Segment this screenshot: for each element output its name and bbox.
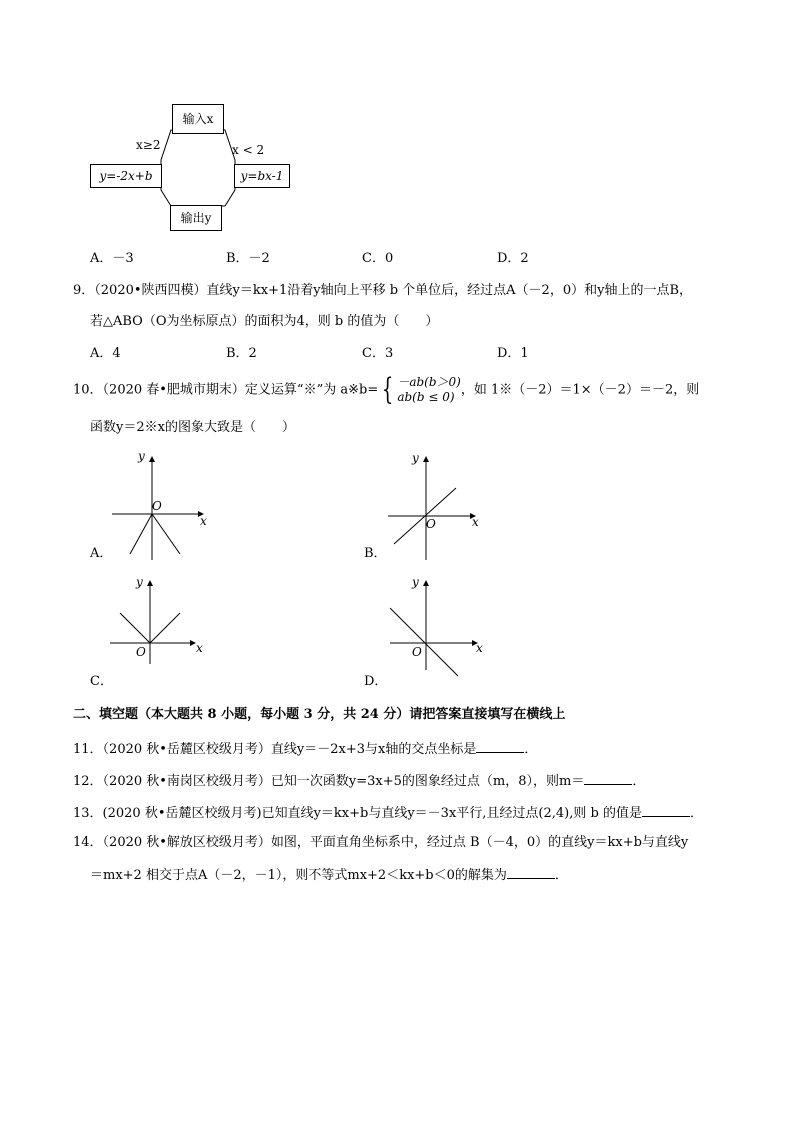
q9-option-d: D．1 bbox=[497, 346, 529, 361]
q14-answer-blank[interactable] bbox=[507, 865, 555, 879]
q8-option-c: C．0 bbox=[362, 251, 394, 266]
q10-case1: －ab(b＞0) bbox=[397, 375, 461, 389]
q12-answer-blank[interactable] bbox=[584, 771, 632, 785]
graph-d-y-label: y bbox=[412, 575, 419, 589]
graph-a-x-label: x bbox=[200, 514, 207, 528]
brace-icon: { bbox=[382, 372, 394, 407]
q10-option-b: B． bbox=[364, 546, 387, 561]
graph-d bbox=[376, 572, 496, 682]
flowchart-input-text: 输入x bbox=[182, 112, 214, 126]
graph-b bbox=[376, 448, 496, 568]
graph-c bbox=[100, 572, 220, 672]
flowchart-left-formula: y=-2x+b bbox=[99, 169, 153, 183]
graph-a bbox=[100, 448, 220, 568]
q12-end: ． bbox=[632, 774, 646, 789]
graph-d-origin: O bbox=[412, 645, 422, 659]
q11-end: ． bbox=[524, 742, 538, 757]
q13-text: 13．(2020 秋•岳麓区校级月考)已知直线y＝kx+b与直线y＝－3x平行,且经过点(2,4),则 b 的值是 bbox=[73, 806, 642, 821]
q12 bbox=[73, 771, 645, 790]
q8-option-d: D．2 bbox=[497, 251, 529, 266]
q9-option-b: B．2 bbox=[226, 346, 257, 361]
q14-text: ＝mx+2 相交于点A（－2，－1），则不等式mx+2＜kx+b＜0的解集为 bbox=[90, 868, 507, 883]
flowchart-input-box bbox=[172, 104, 224, 134]
graph-c-origin: O bbox=[136, 645, 146, 659]
q10-option-c: C． bbox=[90, 674, 113, 689]
flowchart-output-box bbox=[170, 205, 222, 231]
q13-answer-blank[interactable] bbox=[642, 803, 690, 817]
graph-b-y-label: y bbox=[412, 451, 419, 465]
flowchart-cond-right: x < 2 bbox=[232, 143, 265, 157]
graph-b-x-label: x bbox=[472, 515, 479, 529]
q14-line2 bbox=[90, 865, 568, 884]
q11-answer-blank[interactable] bbox=[476, 739, 524, 753]
q8-option-a: A．－3 bbox=[90, 251, 134, 266]
q10-cases bbox=[397, 375, 461, 405]
flowchart-output-text: 输出y bbox=[180, 211, 212, 225]
graph-a-origin: O bbox=[152, 499, 162, 513]
flowchart-left-box bbox=[90, 164, 162, 188]
q10-prefix: 10．（2020 春•肥城市期末）定义运算“※”为 a※b= bbox=[73, 382, 379, 398]
graph-c-x-label: x bbox=[196, 641, 203, 655]
q9-option-c: C．3 bbox=[362, 346, 394, 361]
q10-case2: ab(b ≤ 0) bbox=[397, 390, 455, 404]
q10-suffix: ，如 1※（－2）＝1×（－2）＝－2，则 bbox=[460, 382, 700, 398]
flowchart-diagram bbox=[0, 0, 793, 240]
q10-option-d: D． bbox=[364, 674, 388, 689]
q14-line1: 14．（2020 秋•解放区校级月考）如图，平面直角坐标系中，经过点 B（－4，0）的直线y＝kx+b与直线y bbox=[73, 835, 689, 850]
q11-text: 11．（2020 秋•岳麓区校级月考）直线y＝－2x+3与x轴的交点坐标是 bbox=[73, 742, 477, 757]
graph-c-y-label: y bbox=[136, 575, 143, 589]
q14-end: ． bbox=[554, 868, 568, 883]
q9-line2: 若△ABO（O为坐标原点）的面积为4，则 b 的值为（ ） bbox=[90, 314, 439, 329]
flowchart-right-formula: y=bx-1 bbox=[240, 169, 284, 183]
graph-d-x-label: x bbox=[476, 641, 483, 655]
q13 bbox=[73, 803, 703, 822]
q10-line1 bbox=[73, 372, 700, 407]
graph-a-y-label: y bbox=[138, 449, 145, 463]
q13-end: ． bbox=[689, 806, 703, 821]
flowchart-cond-left: x≥2 bbox=[136, 138, 161, 152]
flowchart-right-box bbox=[234, 164, 290, 188]
graph-b-origin: O bbox=[426, 517, 436, 531]
q8-option-b: B．－2 bbox=[226, 251, 270, 266]
q9-line1: 9．（2020•陕西四模）直线y＝kx+1沿着y轴向上平移 b 个单位后，经过点A（－2，0）和y轴上的一点B， bbox=[73, 283, 692, 298]
q11 bbox=[73, 739, 537, 758]
section-2-heading: 二、填空题（本大题共 8 小题，每小题 3 分，共 24 分）请把答案直接填写在横线上 bbox=[73, 707, 566, 722]
q9-option-a: A．4 bbox=[90, 346, 121, 361]
q10-option-a: A． bbox=[90, 546, 113, 561]
q10-line2: 函数y＝2※x的图象大致是（ ） bbox=[90, 420, 295, 435]
q12-text: 12．（2020 秋•南岗区校级月考）已知一次函数y=3x+5的图象经过点（m，8），则m＝ bbox=[73, 774, 585, 789]
